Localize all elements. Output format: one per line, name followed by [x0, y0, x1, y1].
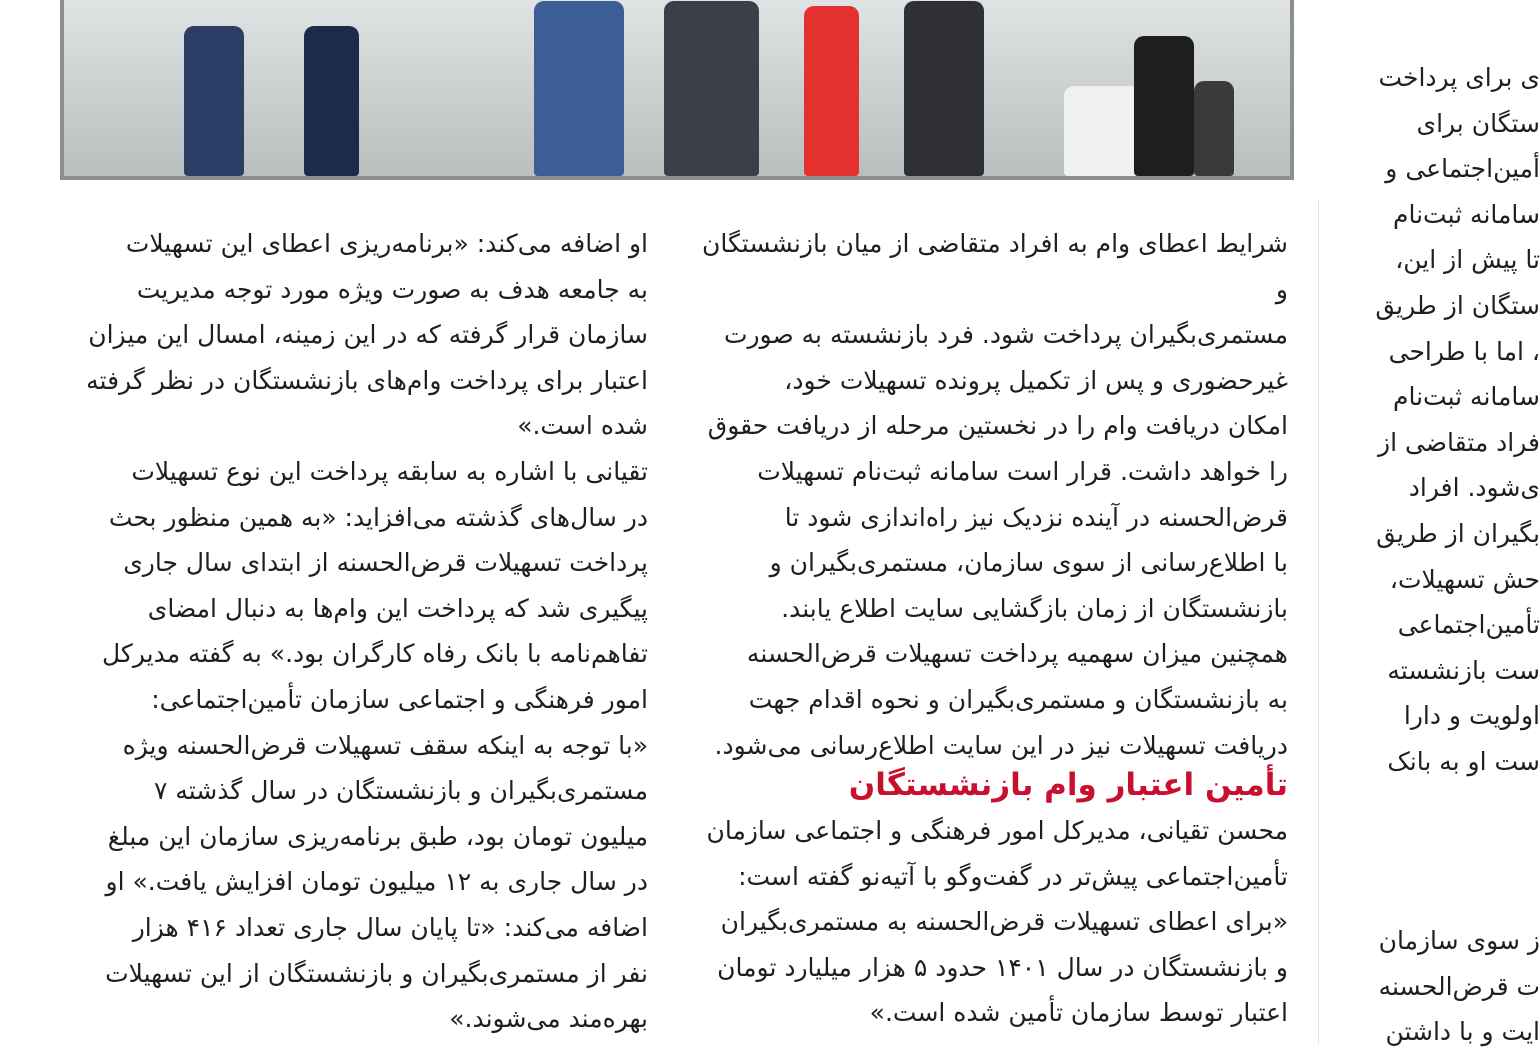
article-column-left: او اضافه می‌کند: «برنامه‌ریزی اعطای این تسهیلات به جامعه هدف به صورت ویژه مورد توجه مدیریت سازمان قرار گرفته که در این زمینه، امسال این میزان اعتبار برای پرداخت وام‌های بازنشستگان در نظر گرفته شده است.» تقیانی با اشاره به سابقه پرداخت این نوع تسهیلات در سال‌های گذشته می‌افزاید: «به همین منظور بحث پرداخت تسهیلات قرض‌الحسنه از ابتدای سال جاری پیگیری شد که پرداخت این وام‌ها به دنبال امضای تفاهم‌نامه با بانک رفاه کارگران بود.» به گفته مدیرکل امور فرهنگی و اجتماعی سازمان تأمین‌اجتماعی: «با توجه به اینکه سقف تسهیلات قرض‌الحسنه ویژه مستمری‌بگیران و بازنشستگان در سال گذشته ۷ میلیون تومان بود، طبق برنامه‌ریزی سازمان این مبلغ در سال جاری به ۱۲ میلیون تومان افزایش یافت.» او اضافه می‌کند: «تا پایان سال جاری تعداد ۴۱۶ هزار نفر از مستمری‌بگیران و بازنشستگان از این تسهیلات بهره‌مند می‌شوند.»: [86, 229, 648, 1034]
person-figure: [1134, 36, 1194, 176]
person-figure: [304, 26, 359, 176]
person-figure: [534, 1, 624, 176]
article-column-middle: شرایط اعطای وام به افراد متقاضی از میان بازنشستگان و مستمری‌بگیران پرداخت شود. فرد بازنشسته به صورت غیرحضوری و پس از تکمیل پرونده تسهیلات خود، امکان دریافت وام را در نخستین مرحله از دریافت حقوق را خواهد داشت. قرار است سامانه ثبت‌نام تسهیلات قرض‌الحسنه در آینده نزدیک نیز راه‌اندازی شود تا با اطلاع‌رسانی از سوی سازمان، مستمری‌بگیران و بازنشستگان از زمان بازگشایی سایت اطلاع یابند. همچنین میزان سهمیه پرداخت تسهیلات قرض‌الحسنه به بازنشستگان و مستمری‌بگیران و نحوه اقدام جهت دریافت تسهیلات نیز در این سایت اطلاع‌رسانی می‌شود.: [702, 229, 1288, 760]
person-figure: [664, 1, 759, 176]
person-figure: [184, 26, 244, 176]
article-column-middle-lower: محسن تقیانی، مدیرکل امور فرهنگی و اجتماعی سازمان تأمین‌اجتماعی پیش‌تر در گفت‌وگو با آتیه‌نو گفته است: «برای اعطای تسهیلات قرض‌الحسنه به مستمری‌بگیران و بازنشستگان در سال ۱۴۰۱ حدود ۵ هزار میلیارد تومان اعتبار توسط سازمان تأمین شده است.»: [706, 816, 1288, 1028]
person-figure: [1194, 81, 1234, 176]
child-figure: [804, 6, 859, 176]
article-column-right-cropped-lower: ز سوی سازمان ت قرض‌الحسنه ایت و با داشتن: [1378, 926, 1540, 1047]
column-divider: [1318, 200, 1319, 1045]
news-photo: [60, 0, 1294, 180]
section-heading: تأمین اعتبار وام بازنشستگان: [848, 767, 1288, 803]
article-column-right-cropped: ی برای پرداخت ستگان برای أمین‌اجتماعی و سامانه ثبت‌نام تا پیش از این، ستگان از طریق ، اما با طراحی سامانه ثبت‌نام فراد متقاضی از ی‌شود. افراد بگیران از طریق حش تسهیلات، تأمین‌اجتماعی ست بازنشسته اولویت و دارا ست او به بانک: [1375, 63, 1540, 776]
person-figure: [904, 1, 984, 176]
